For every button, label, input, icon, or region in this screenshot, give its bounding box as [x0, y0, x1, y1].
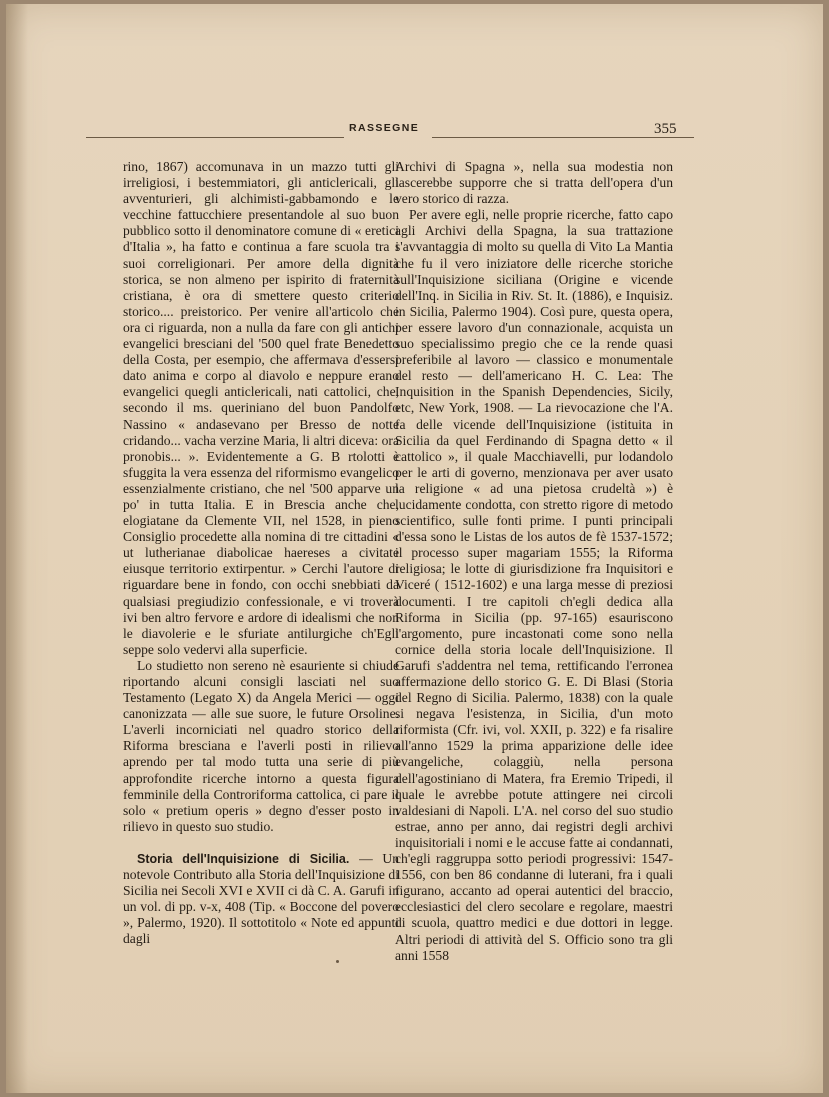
book-page — [6, 4, 823, 1093]
right-paragraph-2: Per avere egli, nelle proprie ricerche, fatto capo agli Archivi della Spagna, la sua trattazione s'avvantaggia di molto su quella di Vito La Mantia che fu il vero iniziatore delle ricerche storiche sull'Inquisizione siciliana (Origine e vicende dell'Inq. in Sicilia in Riv. St. It. (1886), e Inquisiz. in Sicilia, Palermo 1904). Così pure, questa opera, per essere lavoro d'un connazionale, acquista un suo specialissimo pregio che ce la rende quasi preferibile al lavoro — classico e monumentale del resto — dell'americano H. C. Lea: The Inquisition in the Spanish Dependencies, Sicily, etc, New York, 1908. — La rievocazione che l'A. fa delle vicende dell'Inquisizione (istituita in Sicilia da quel Ferdinando di Spagna detto « il cattolico », il quale Macchiavelli, pur lodandolo per le arti di governo, menzionava per aver usato la religione « ad una pietosa crudeltà ») è lucidamente condotta, con stretto rigore di metodo scientifico, sulle fonti prime. I punti principali d'essa sono le Listas de los autos de fè 1537-1572; il processo super magariam 1555; la Riforma religiosa; le lotte di giurisdizione fra Inquisitori e Viceré ( 1512-1602) e una larga messe di preziosi documenti. I tre capitoli ch'egli dedica alla Riforma in Sicilia (pp. 97-165) esauriscono l'argomento, pure incastonati come sono nella cornice della storia locale dell'Inquisizione. Il Garufi s'addentra nel tema, rettificando l'erronea affermazione dello storico G. E. Di Blasi (Storia del Regno di Sicilia. Palermo, 1838) con la quale si negava l'esistenza, in Sicilia, d'un moto riformista (Cfr. ivi, vol. XXII, p. 322) e fa risalire all'anno 1529 la prima apparizione delle idee evangeliche, colaggiù, nella persona dell'agostiniano di Matera, fra Eremio Tripedi, il quale le avrebbe potute attingere nei circoli valdesiani di Napoli. L'A. nel corso del suo studio estrae, anno per anno, dai registri degli archivi inquisitoriali i nomi e le accuse fatte ai condannati, ch'egli raggruppa sotto periodi progressivi: 1547-1556, con ben 86 condanne di luterani, fra i quali figurano, accanto ad operai autentici del braccio, ecclesiastici del clero secolare e regolare, maestri di scuola, quattro medici e due dottori in legge. Altri periodi di attività del S. Officio sono tra gli anni 1558 — [395, 207, 673, 963]
right-paragraph-1: Archivi di Spagna », nella sua modestia non lascerebbe supporre che si tratta dell'opera d'un vero storico di razza. — [395, 159, 673, 207]
left-paragraph-1: rino, 1867) accomunava in un mazzo tutti gli irreligiosi, i bestemmiatori, gli anticlericali, gli avventurieri, gli alchimisti-gabbamondo e le vecchine fattucchiere presentandole al suo buon pubblico sotto il denominatore comune di « eretici d'Italia », ha fatto e continua a fare scuola tra i suoi correligionari. Per amore della dignità storica, se non almeno per ispirito di fraternità cristiana, è ora di smettere questo criterio storico.... preistorico. Per venire all'articolo che ora ci riguarda, non a nulla da fare con gli antichi evangelici bresciani del '500 quel frate Benedetto della Costa, per esempio, che affermava d'essersi dato anima e corpo al diavolo e neppure erano evangelici quegli anticlericali, nati cattolici, che, secondo il ms. queriniano del buon Pandolfo Nassino « andasevano per Bresso de notte cridando... vacha verzine Maria, li altri diceva: ora pronobis... ». Evidentemente a G. B rtolotti è sfuggita la vera essenza del riformismo evangelico essenzialmente cristiano, che nel '500 apparve un po' in tutta Italia. E in Brescia anche che, elogiatane da Clemente VII, nel 1528, in pieno Consiglio procedette alla nomina di tre cittadini « ut lutherianae diabolicae haereses a civitate eiusque territorio extirpentur. » Cerchi l'autore di riguardare bene in fondo, con occhi snebbiati da qualsiasi pregiudizio confessionale, e vi troverà ivi ben altro fervore e ardore di idealismi che non le diavolerie e le sfuriate antilurgiche ch'Egli seppe solo vedervi alla superficie. — [123, 159, 399, 657]
section-gap — [123, 835, 399, 851]
running-head: RASSEGNE — [349, 122, 420, 134]
page-spine-shadow — [6, 4, 28, 1093]
left-paragraph-2: Lo studietto non sereno nè esauriente si chiude riportando alcuni consigli lasciati nel suo Testamento (Legato X) da Angela Merici — oggi canonizzata — alle sue suore, le future Orsoline. L'averli incorniciati nel quadro storico della Riforma bresciana e l'averli posti in rilievo aprendo per tal modo tutta una serie di più approfondite ricerche intorno a questa figura femminile della Controriforma cattolica, ci pare il solo « pretium operis » degno d'esser posto in rilievo in questo suo studio. — [123, 657, 399, 834]
ink-speck — [336, 960, 339, 963]
page-number: 355 — [654, 121, 677, 137]
section-body: — Un notevole Contributo alla Storia dell'Inquisizione di Sicilia nei Secoli XVI e XVII ci dà C. A. Garufi in un vol. di pp. v-x, 408 (Tip. « Boccone del povero », Palermo, 1920). Il sottotitolo « Note ed appunti dagli — [123, 850, 400, 947]
left-paragraph-3 — [123, 851, 399, 948]
header-rule-left — [86, 137, 344, 138]
section-title: Storia dell'Inquisizione di Sicilia. — [137, 851, 350, 866]
right-column — [395, 159, 673, 964]
left-column — [123, 159, 399, 948]
